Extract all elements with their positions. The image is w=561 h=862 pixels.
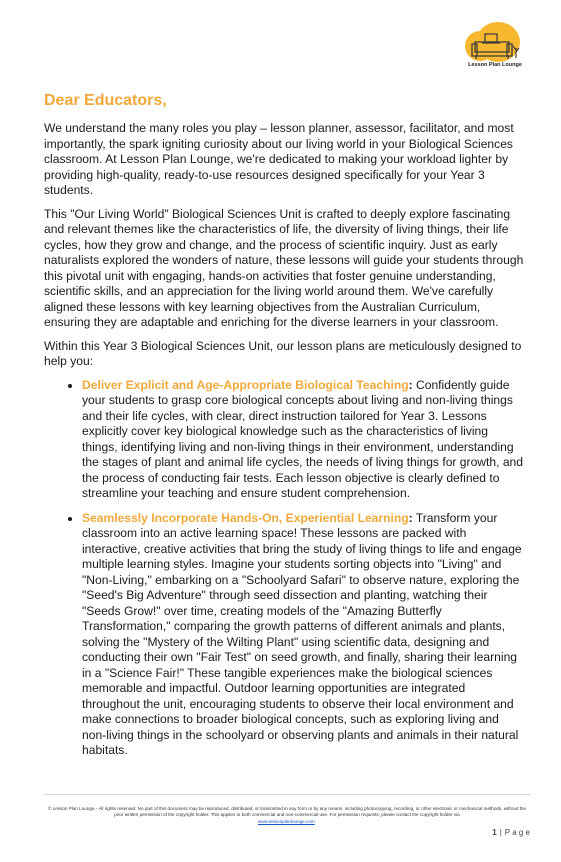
footer-divider [44, 794, 530, 795]
page-separator: | [499, 828, 502, 837]
bullet-colon: : [408, 510, 413, 525]
copyright-period: . [314, 818, 316, 824]
copyright-text: © Lesson Plan Lounge - All rights reserved. No part of this document may be reproduced, distributed, or transmitted in any form or by any means, including photocopying, recording, or other electronic or mechanical methods, without the prior written permission of the copyright holder. This applies to both commercial and non-commercial use. For permission requests, please contact the copyright holder via [47, 806, 527, 818]
bullet-text: Confidently guide your students to grasp core biological concepts about living and non-living things and their life cycles, with clear, direct instruction tailored for Year 3. Lessons explicitly cover key biological knowledge such as the characteristics of living things, identifying living and non-living things in their environment, understanding the stages of plant and animal life cycles, the needs of living things for growth, and the process of conducting fair tests. Each lesson objective is clearly defined to streamline your teaching and ensure student comprehension. [82, 377, 524, 500]
lead-in-paragraph: Within this Year 3 Biological Sciences Unit, our lesson plans are meticulously designed to help you: [44, 338, 522, 368]
intro-paragraph: We understand the many roles you play – lesson planner, assessor, facilitator, and most importantly, the spark igniting curiosity about our living world in your Biological Sciences classroom. At Lesson Plan Lounge, we're dedicated to making your workload lighter by providing high-quality, ready-to-use resources designed specifically for your Year 3 students. [44, 121, 514, 197]
greeting-heading: Dear Educators, [44, 92, 167, 109]
page-number [480, 828, 530, 837]
benefits-list [44, 378, 526, 759]
bullet-text: Transform your classroom into an active learning space! These lessons are packed with interactive, creative activities that bring the study of living things to life and engage multiple learning styles. Imagine your students sorting objects into "Living" and "Non-Living," embarking on a "Schoolyard Safari" to observe nature, exploring the "Seed's Big Adventure" through seed dissection and planting, watching their "Seeds Grow!" over time, creating models of the "Amazing Butterfly Transformation," comparing the growth patterns of different animals and plants, solving the "Mystery of the Wilting Plant" using scientific data, designing and conducting their own "Fair Test" on seed growth, and finally, sharing their learning in a "Science Fair!" These tangible experiences make the biological sciences memorable and impactful. Outdoor learning opportunities are integrated throughout the unit, encouraging students to observe their local environment and make connections to broader biological concepts, such as exploring living and non-living things in the schoolyard or observing plants and animals in their natural habitats. [82, 510, 522, 757]
letter-body [44, 121, 526, 768]
page-label: P a g e [504, 828, 530, 837]
bullet-heading: Deliver Explicit and Age-Appropriate Biological Teaching [82, 377, 409, 392]
logo-caption: Lesson Plan Lounge [468, 62, 522, 68]
website-link[interactable]: www.lessonplanlounge.com [258, 818, 315, 824]
page-number-value: 1 [492, 828, 497, 837]
list-item [82, 511, 526, 759]
copyright-notice [44, 806, 530, 825]
bullet-heading: Seamlessly Incorporate Hands-On, Experiential Learning [82, 510, 409, 525]
unit-description-paragraph: This "Our Living World" Biological Sciences Unit is crafted to deeply explore fascinating and relevant themes like the characteristics of life, the diversity of living things, their life cycles, how they grow and change, and the process of scientific inquiry. Just as early naturalists explored the wonders of nature, these lessons will guide your students through this pivotal unit with engaging, hands-on activities that foster genuine understanding, scientific skills, and an appreciation for the living world around them. We've carefully aligned these lessons with key learning objectives from the Australian Curriculum, ensuring they are adaptable and enriching for the diverse learners in your classroom. [44, 206, 524, 329]
list-item [82, 378, 526, 502]
bullet-colon: : [408, 377, 413, 392]
